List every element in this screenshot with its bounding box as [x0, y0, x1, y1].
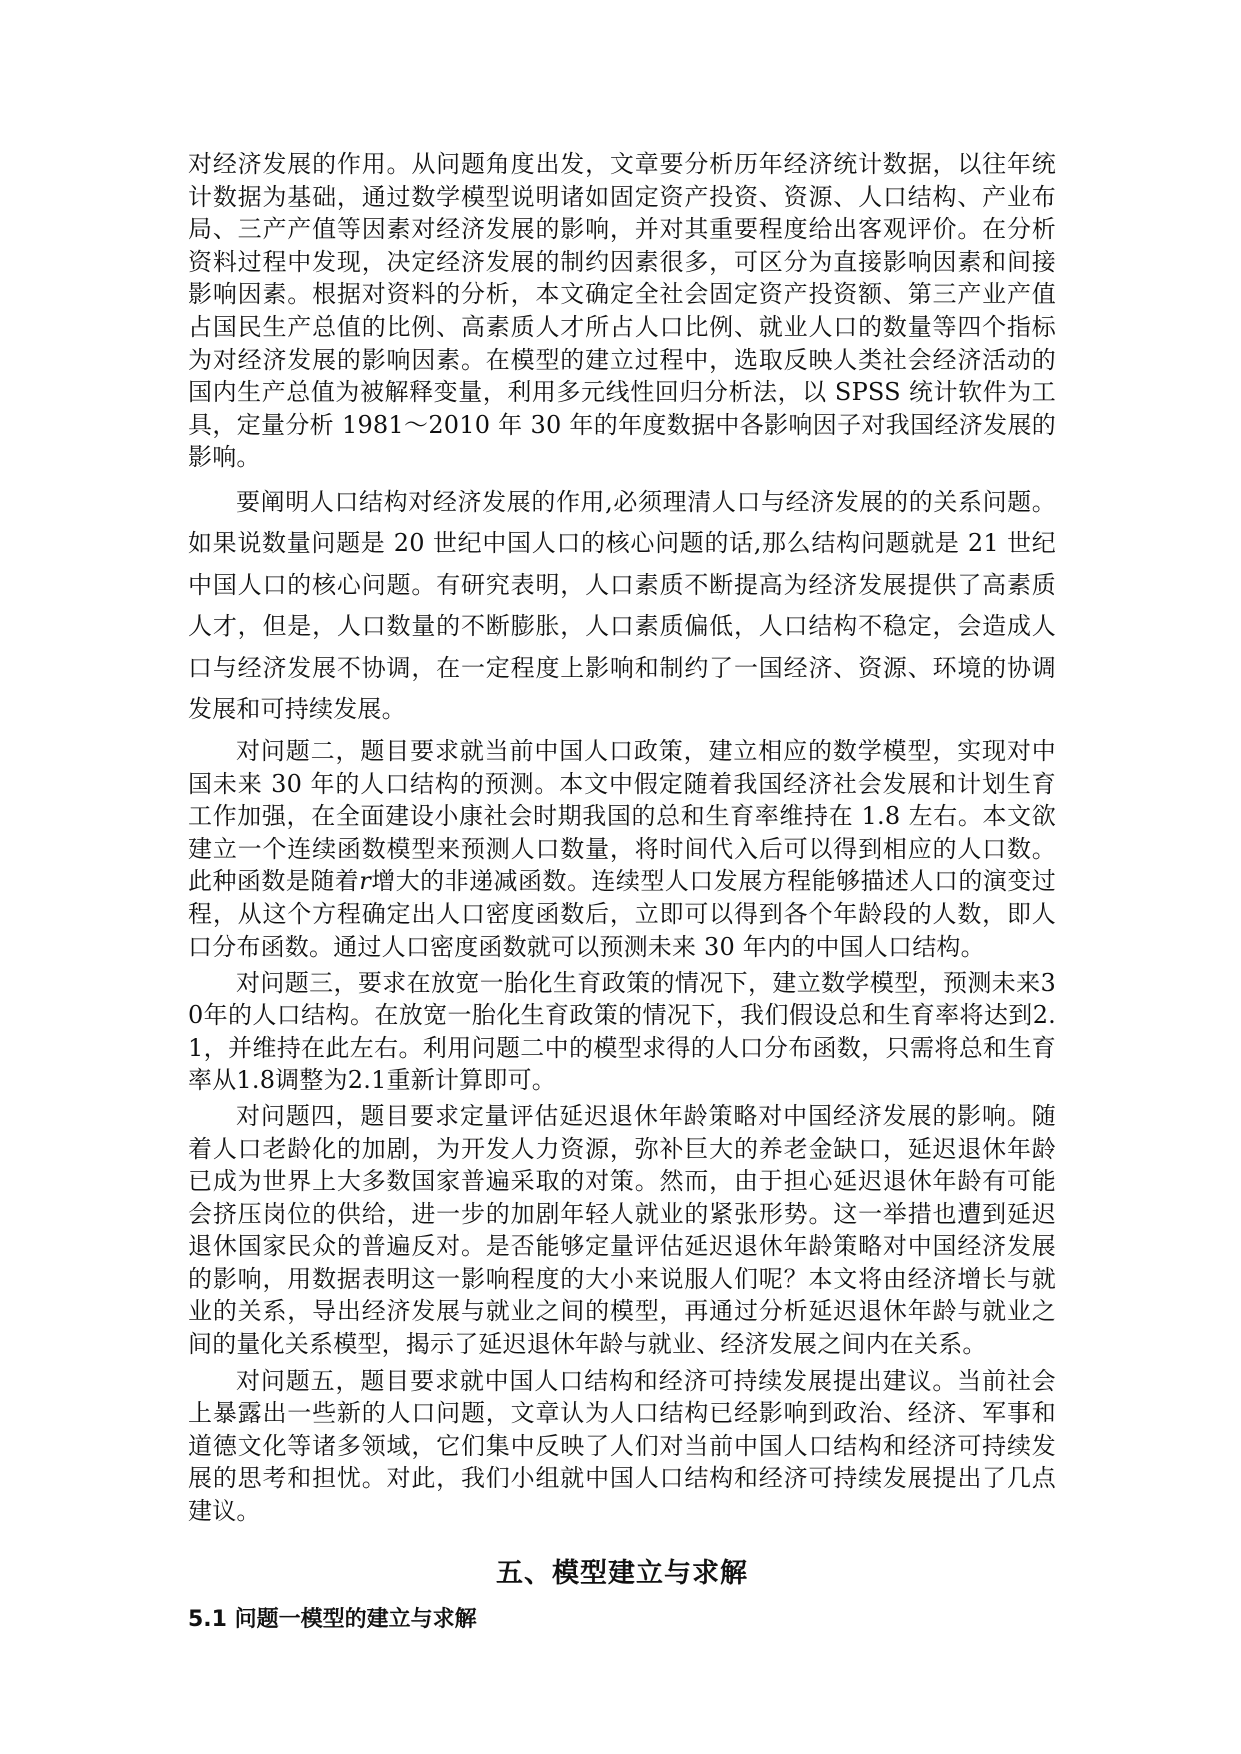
problem-two-text-start: 对问题二，题目要求就当前中国人口政策，建立相应的数学模型，实现对中国未来 30 年的人口结构的预测。本文中假定随着我国经济社会发展和计划生育工作加强，在全面建设小康社会时期我国的总和生育率维持在 1.8 左右。本文欲建立一个连续函数模型来预测人口数量，将时间代入后可以得到相应的人口数。此种函数是随着 — [188, 736, 1056, 896]
paragraph-population-structure: 要阐明人口结构对经济发展的作用,必须理清人口与经济发展的的关系问题。如果说数量问题是 20 世纪中国人口的核心问题的话,那么结构问题就是 21 世纪中国人口的核心问题。有研究表明，人口素质不断提高为经济发展提供了高素质人才，但是，人口数量的不断膨胀，人口素质偏低，人口结构不稳定，会造成人口与经济发展不协调，在一定程度上影响和制约了一国经济、资源、环境的协调发展和可持续发展。 — [188, 487, 1056, 724]
subsection-heading: 5.1 问题一模型的建立与求解 — [188, 1606, 477, 1632]
paragraph-economic-factors: 对经济发展的作用。从问题角度出发，文章要分析历年经济统计数据，以往年统计数据为基础，通过数学模型说明诸如固定资产投资、资源、人口结构、产业布局、三产产值等因素对经济发展的影响，并对其重要程度给出客观评价。在分析资料过程中发现，决定经济发展的制约因素很多，可区分为直接影响因素和间接影响因素。根据对资料的分析，本文确定全社会固定资产投资额、第三产业产值占国民生产总值的比例、高素质人才所占人口比例、就业人口的数量等四个指标为对经济发展的影响因素。在模型的建立过程中，选取反映人类社会经济活动的国内生产总值为被解释变量，利用多元线性回归分析法，以 SPSS 统计软件为工具，定量分析 1981～2010 年 30 年的年度数据中各影响因子对我国经济发展的影响。 — [188, 150, 1056, 472]
paragraph-problem-two — [188, 735, 1056, 963]
variable-r: r — [359, 867, 371, 896]
section-heading: 五、模型建立与求解 — [496, 1557, 748, 1589]
problem-two-text-end: 增大的非递减函数。连续型人口发展方程能够描述人口的演变过程，从这个方程确定出人口密度函数后，立即可以得到各个年龄段的人数，即人口分布函数。通过人口密度函数就可以预测未来 30 年内的中国人口结构。 — [188, 867, 1056, 961]
document-page — [188, 148, 1056, 1638]
paragraph-problem-five: 对问题五，题目要求就中国人口结构和经济可持续发展提出建议。当前社会上暴露出一些新的人口问题，文章认为人口结构已经影响到政治、经济、军事和道德文化等诸多领域，它们集中反映了人们对当前中国人口结构和经济可持续发展的思考和担忧。对此，我们小组就中国人口结构和经济可持续发展提出了几点建议。 — [188, 1366, 1056, 1526]
paragraph-problem-three: 对问题三，要求在放宽一胎化生育政策的情况下，建立数学模型，预测未来30年的人口结构。在放宽一胎化生育政策的情况下，我们假设总和生育率将达到2.1，并维持在此左右。利用问题二中的模型求得的人口分布函数，只需将总和生育率从1.8调整为2.1重新计算即可。 — [188, 969, 1056, 1094]
paragraph-problem-four: 对问题四，题目要求定量评估延迟退休年龄策略对中国经济发展的影响。随着人口老龄化的加剧，为开发人力资源，弥补巨大的养老金缺口，延迟退休年龄已成为世界上大多数国家普遍采取的对策。然而，由于担心延迟退休年龄有可能会挤压岗位的供给，进一步的加剧年轻人就业的紧张形势。这一举措也遭到延迟退休国家民众的普遍反对。是否能够定量评估延迟退休年龄策略对中国经济发展的影响，用数据表明这一影响程度的大小来说服人们呢？本文将由经济增长与就业的关系，导出经济发展与就业之间的模型，再通过分析延迟退休年龄与就业之间的量化关系模型，揭示了延迟退休年龄与就业、经济发展之间内在关系。 — [188, 1101, 1056, 1359]
